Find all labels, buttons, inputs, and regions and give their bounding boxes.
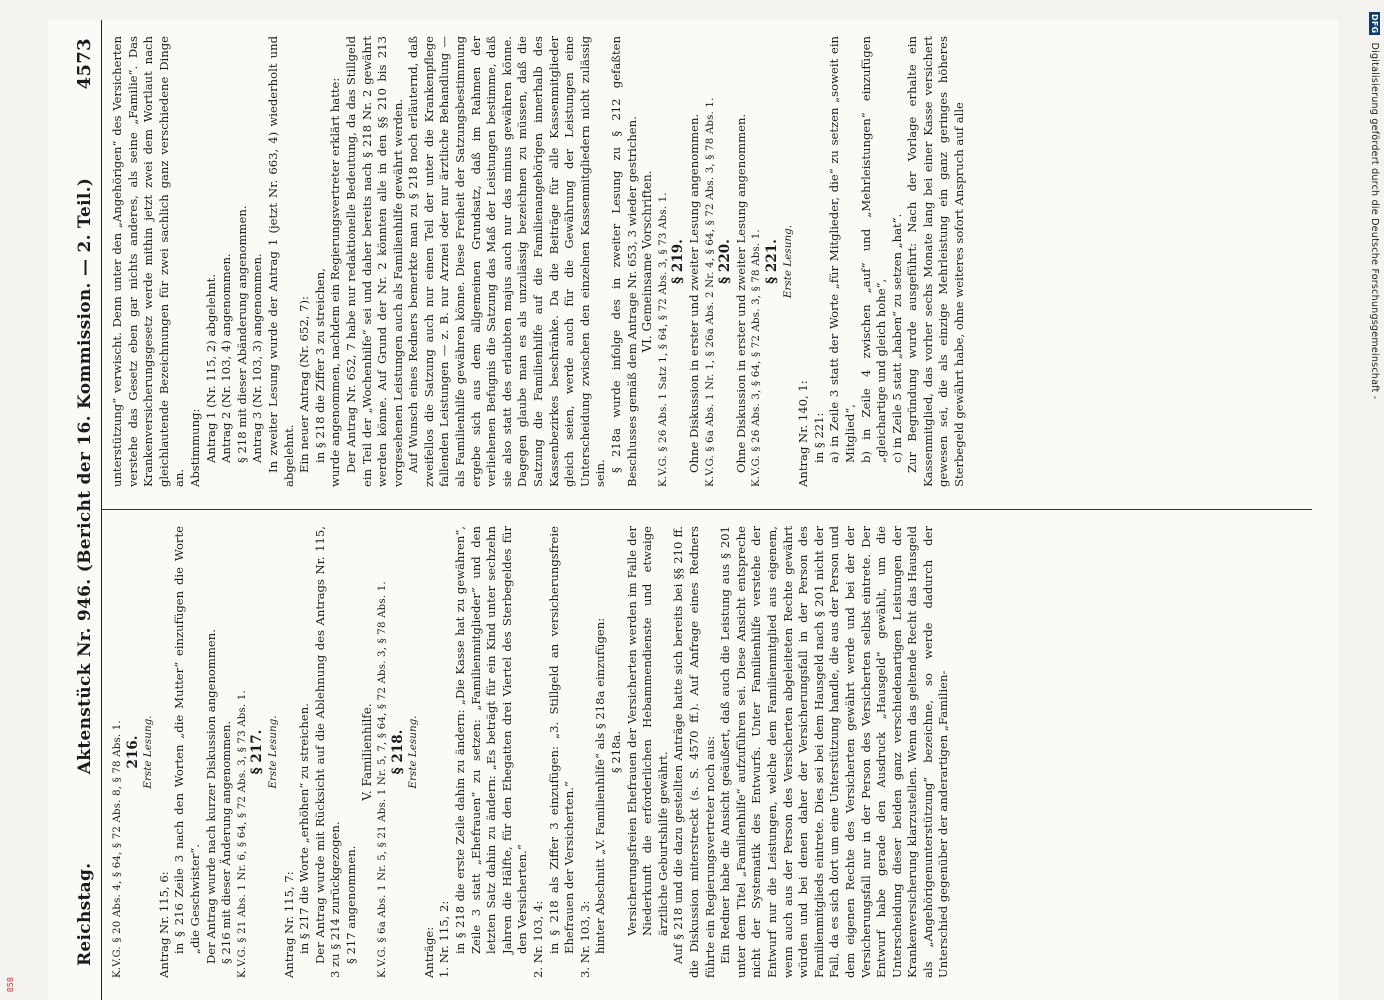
left-column-paragraph: Ein Redner habe die Ansicht geäußert, daß auch die Leistung aus § 201 unter dem Titel „Familienhilfe“ aufzuführen sei. Diese Ansicht entspreche nicht der Systematik des Entwurfs. Unter Familienhilfe verstehe der Entwurf nur die Leistungen, welche dem Familienmitglied aus eigenem, wenn auch aus der Person des Versicherten abgeleiteten Rechte gewährt würden und bei denen daher der Versicherungsfall in der Person des Familienmitglieds eintrete. Dies sei bei dem Hausgeld nach § 201 nicht der Fall, da es sich dort um eine Unterstützung handle, die aus der Person und dem eigenen Rechte des Versicherten gewährt werde und bei der der Versicherungsfall nur in der Person des Versicherten selbst eintrete. Der Entwurf habe gerade den Ausdruck „Hausgeld“ gewählt, um die Unterscheidung dieser beiden ganz verschiedenartigen Leistungen der Krankenversicherung klarzustellen. Wenn das geltende Recht das Hausgeld als „Angehörigenunterstützung“ bezeichne, so werde dadurch der Unterschied gegenüber der anderartigen „Familien-: [718, 526, 951, 978]
right-column-paragraph: Erste Lesung.: [781, 224, 794, 299]
right-column-paragraph: § 218 mit dieser Abänderung angenommen.: [234, 205, 249, 463]
right-column-paragraph: Ohne Diskussion in erster und zweiter Lesung angenommen.: [686, 113, 701, 473]
left-column-paragraph: 216.: [124, 735, 141, 769]
left-column-paragraph: in § 217 die Worte „erhöhen“ zu streichen.: [297, 703, 312, 954]
left-column-paragraph: in § 218 als Ziffer 3 einzufügen: „3. Stillgeld an versicherungsfreie Ehefrauen der Versicherten.“: [546, 526, 577, 954]
right-column: [102, 20, 1312, 510]
right-column-paragraph: Abstimmung:: [187, 408, 202, 487]
left-column-paragraph: Der Antrag wurde nach kurzer Diskussion angenommen.: [203, 629, 218, 964]
left-column-paragraph: § 217.: [249, 729, 266, 775]
right-column-paragraph: In zweiter Lesung wurde der Antrag 1 (jetzt Nr. 663, 4) wiederholt und abgelehnt.: [265, 36, 296, 487]
left-column-paragraph: Versicherungsfreien Ehefrauen der Versicherten werden im Falle der Niederkunft die erforderlichen Hebammendienste und etwaige ärztliche Geburtshilfe gewährt.: [624, 526, 670, 936]
left-column-paragraph: Auf § 218 und die dazu gestellten Anträge hatte sich bereits bei §§ 210 ff. die Diskussion miterstreckt (s. S. 4570 ff.). Auf Anfrage eines Redners führte ein Regierungsvertreter noch aus:: [671, 526, 717, 978]
right-column-paragraph: in § 218 die Ziffer 3 zu streichen,: [312, 268, 327, 463]
right-column-paragraph: VI. Gemeinsame Vorschriften.: [640, 170, 655, 353]
header-left: Reichstag.: [75, 862, 95, 966]
right-column-paragraph: unterstützung“ verwischt. Denn unter den „Angehörigen“ des Versicherten verstehe das Gesetz eben gar nichts anderes, als seine „Familie“. Das Krankenversicherungsgesetz werde mithin jetzt zwei dem Wortlaut nach gleichlautende Bezeichnungen für zwei sachlich ganz verschiedene Dinge an.: [110, 36, 187, 487]
left-column-paragraph: in § 218 die erste Zeile dahin zu ändern: „Die Kasse hat zu gewähren“, Zeile 3 statt „Ehefrauen“ zu setzen: „Familienmitglieder“ und den letzten Satz dahin zu ändern: „Es beträgt für ein Kind unter sechzehn Jahren die Hälfte, für den Ehegatten drei Viertel des Sterbegeldes für den Versicherten.“: [453, 526, 530, 954]
left-column-paragraph: in § 216 Zeile 3 nach den Worten „die Mutter“ einzufügen die Worte „die Geschwister“.: [172, 526, 202, 954]
header-title: Aktenstück Nr. 946. (Bericht der 16. Kommission. — 2. Teil.): [75, 177, 95, 775]
right-column-paragraph: § 218a wurde infolge des in zweiter Lesung zu § 212 gefaßten Beschlusses gemäß dem Antrage Nr. 653, 3 wieder gestrichen.: [609, 36, 639, 487]
left-column-paragraph: Antrag Nr. 115, 7:: [281, 871, 296, 978]
left-column-paragraph: Erste Lesung.: [407, 715, 420, 789]
right-column-paragraph: in § 221:: [811, 412, 826, 463]
right-column-paragraph: § 221.: [763, 239, 780, 284]
right-column-paragraph: wurde angenommen, nachdem ein Regierungsvertreter erklärt hatte:: [328, 77, 343, 487]
document-page: [48, 20, 1338, 1000]
digitization-note: [1369, 12, 1380, 399]
left-column: [102, 510, 1312, 1000]
right-column-paragraph: Antrag Nr. 140, 1:: [796, 380, 811, 487]
side-mark: 858: [6, 976, 15, 992]
left-column-paragraph: 1. Nr. 115, 2:: [437, 900, 452, 978]
right-column-paragraph: Ein neuer Antrag (Nr. 652, 7):: [297, 296, 312, 473]
right-column-paragraph: Zur Begründung wurde ausgeführt: Nach der Vorlage erhalte ein Kassenmitglied, das vorher sechs Monate lang bei einer Kasse versichert gewesen sei, die als einzige Mehrleistung ein ganz geringes höheres Sterbegeld gewährt habe, ohne weiteres sofort Anspruch auf alle: [905, 36, 967, 487]
right-column-paragraph: Antrag 1 (Nr. 115, 2) abgelehnt.: [203, 274, 218, 463]
left-column-paragraph: hinter Abschnitt „V. Familienhilfe“ als § 218a einzufügen:: [593, 617, 608, 954]
left-column-paragraph: § 218a.: [609, 730, 623, 774]
right-column-paragraph: b) in Zeile 4 zwischen „auf“ und „Mehrleistungen“ einzufügen „gleichartige und gleich hohe“,: [858, 36, 889, 463]
left-column-paragraph: K.V.G. § 6a Abs. 1 Nr. 5, § 21 Abs. 1 Nr. 5, 7, § 64, § 72 Abs. 3, § 78 Abs. 1.: [377, 581, 389, 978]
right-column-paragraph: K.V.G. § 26 Abs. 1 Satz 1, § 64, § 72 Abs. 3, § 73 Abs. 1.: [657, 192, 669, 487]
right-column-paragraph: K.V.G. § 26 Abs. 3, § 64, § 72 Abs. 3, § 78 Abs. 1.: [751, 229, 763, 487]
right-column-paragraph: Antrag 2 (Nr. 103, 4) angenommen.: [219, 253, 234, 463]
page-header: [48, 20, 102, 1000]
left-column-paragraph: Erste Lesung.: [266, 715, 279, 789]
left-column-paragraph: § 218.: [389, 729, 406, 775]
left-column-paragraph: § 216 mit dieser Änderung angenommen.: [219, 720, 234, 964]
left-column-paragraph: 3. Nr. 103, 3:: [577, 900, 592, 978]
text-columns: [102, 20, 1312, 1000]
left-column-paragraph: § 217 angenommen.: [343, 845, 358, 964]
digitization-text: Digitalisierung gefördert durch die Deutsche Forschungsgemeinschaft -: [1369, 42, 1380, 400]
page-number: 4573: [74, 38, 95, 90]
right-column-paragraph: § 219.: [670, 239, 687, 284]
left-column-paragraph: K.V.G. § 20 Abs. 4, § 64, § 72 Abs. 8, § 78 Abs. 1.: [112, 720, 123, 978]
right-column-paragraph: Der Antrag Nr. 652, 7 habe nur redaktionelle Bedeutung, da das Stillgeld ein Teil der „Wochenhilfe“ sei und daher bereits nach § 218 Nr. 2 gewährt werden könne. Auf Grund der Nr. 2 könnten alle in den §§ 210 bis 213 vorgesehenen Leistungen auch als Familienhilfe gewährt werden.: [343, 36, 405, 487]
right-column-paragraph: Ohne Diskussion in erster und zweiter Lesung angenommen.: [733, 113, 748, 473]
left-column-paragraph: 2. Nr. 103, 4:: [531, 900, 546, 978]
left-column-paragraph: Antrag Nr. 115, 6:: [156, 871, 171, 978]
right-column-paragraph: c) in Zeile 5 statt „haben“ zu setzen „hat“.: [889, 213, 904, 463]
dfg-logo: DFG: [1370, 14, 1379, 34]
right-column-paragraph: § 220.: [717, 239, 734, 284]
left-column-paragraph: Anträge:: [421, 926, 436, 978]
left-column-paragraph: Der Antrag wurde mit Rücksicht auf die Ablehnung des Antrags Nr. 115, 3 zu § 214 zurückgezogen.: [312, 526, 343, 978]
right-column-paragraph: K.V.G. § 6a Abs. 1 Nr. 1, § 26a Abs. 2 Nr. 4, § 64, § 72 Abs. 3, § 78 Abs. 1.: [704, 97, 716, 487]
right-column-paragraph: a) in Zeile 3 statt der Worte „für Mitglieder, die“ zu setzen „soweit ein Mitglied“,: [827, 36, 857, 463]
right-column-paragraph: Antrag 3 (Nr. 103, 3) angenommen.: [250, 253, 265, 463]
left-column-paragraph: V. Familienhilfe.: [359, 703, 374, 801]
left-column-paragraph: K.V.G. § 21 Abs. 1 Nr. 6, § 64, § 72 Abs. 3, § 73 Abs. 1.: [236, 690, 248, 978]
left-column-paragraph: Erste Lesung.: [142, 715, 155, 789]
right-column-paragraph: Auf Wunsch eines Redners bemerkte man zu § 218 noch erläuternd, daß zweifellos die Satzung auch nur einen Teil der unter die Krankenpflege fallenden Leistungen — z. B. nur Arznei oder nur ärztliche Behandlung — als Familienhilfe gewähren könne. Diese Freiheit der Satzungsbestimmung ergebe sich aus dem allgemeinen Grundsatz, daß im Rahmen der verliehenen Befugnis die Satzung das Maß der Leistungen bestimme, daß sie also statt des erlaubten majus auch nur das minus gewähren könne. Dagegen glaube man es als unzulässig bezeichnen zu müssen, daß die Satzung die Familienhilfe auf die Familienangehörigen innerhalb des Kassenbezirkes beschränke. Da die Beiträge für alle Kassenmitglieder gleich seien, werde auch für die Gewährung der Leistungen eine Unterscheidung zwischen den einzelnen Kassenmitgliedern nicht zulässig sein.: [406, 36, 608, 487]
